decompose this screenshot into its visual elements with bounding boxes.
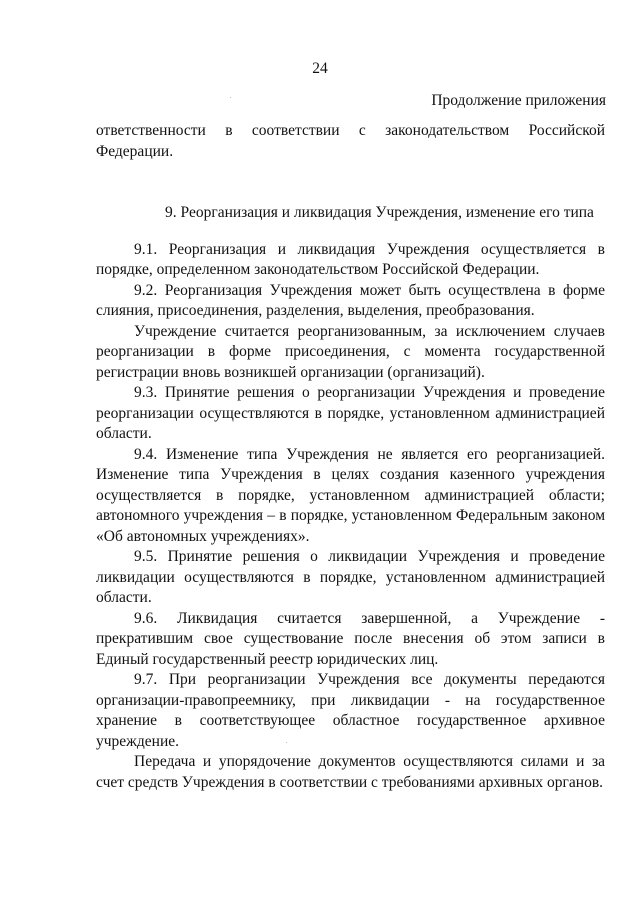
section-title: 9. Реорганизация и ликвидация Учреждения, изменение его типа <box>165 204 594 221</box>
paragraph-9-1: 9.1. Реорганизация и ликвидация Учреждения осуществляется в порядке, определенном законодательством Российской Федерации. <box>96 240 605 278</box>
paragraph-9-7: 9.7. При реорганизации Учреждения все документы передаются организации-правопреемнику, при ликвидации - на государственное хранение в соответствующее областное государственное архивное учреждение. <box>96 671 605 750</box>
paragraph-reorganized-status: Учреждение считается реорганизованным, за исключением случаев реорганизации в форме присоединения, с момента государственной регистрации вновь возникшей организации (организаций). <box>96 322 605 381</box>
paragraph-9-3: 9.3. Принятие решения о реорганизации Учреждения и проведение реорганизации осуществляются в порядке, установленном администрацией области. <box>96 384 605 442</box>
appendix-continuation-note: Продолжение приложения <box>431 92 606 109</box>
scan-speck <box>286 742 287 743</box>
page-number: 24 <box>312 60 328 77</box>
scan-speck <box>230 97 231 98</box>
paragraph-9-5: 9.5. Принятие решения о ликвидации Учреждения и проведение ликвидации осуществляются в порядке, установленном администрацией области. <box>96 548 605 606</box>
document-body <box>96 121 605 793</box>
paragraph-document-transfer: Передача и упорядочение документов осуществляются силами и за счет средств Учреждения в соответствии с требованиями архивных органов. <box>96 753 605 791</box>
paragraph-9-6: 9.6. Ликвидация считается завершенной, а Учреждение - прекратившим свое существование после внесения об этом записи в Единый государственный реестр юридических лиц. <box>96 609 605 668</box>
intro-paragraph: ответственности в соответствии с законодательством Российской Федерации. <box>96 122 605 160</box>
paragraph-9-2: 9.2. Реорганизация Учреждения может быть осуществлена в форме слияния, присоединения, разделения, выделения, преобразования. <box>96 281 605 319</box>
paragraph-9-4: 9.4. Изменение типа Учреждения не является его реорганизацией. Изменение типа Учреждения в целях создания казенного учреждения осуществляется в порядке, установленном администрацией области; автономного учреждения – в порядке, установленном Федеральным законом «Об автономных учреждениях». <box>96 445 605 545</box>
